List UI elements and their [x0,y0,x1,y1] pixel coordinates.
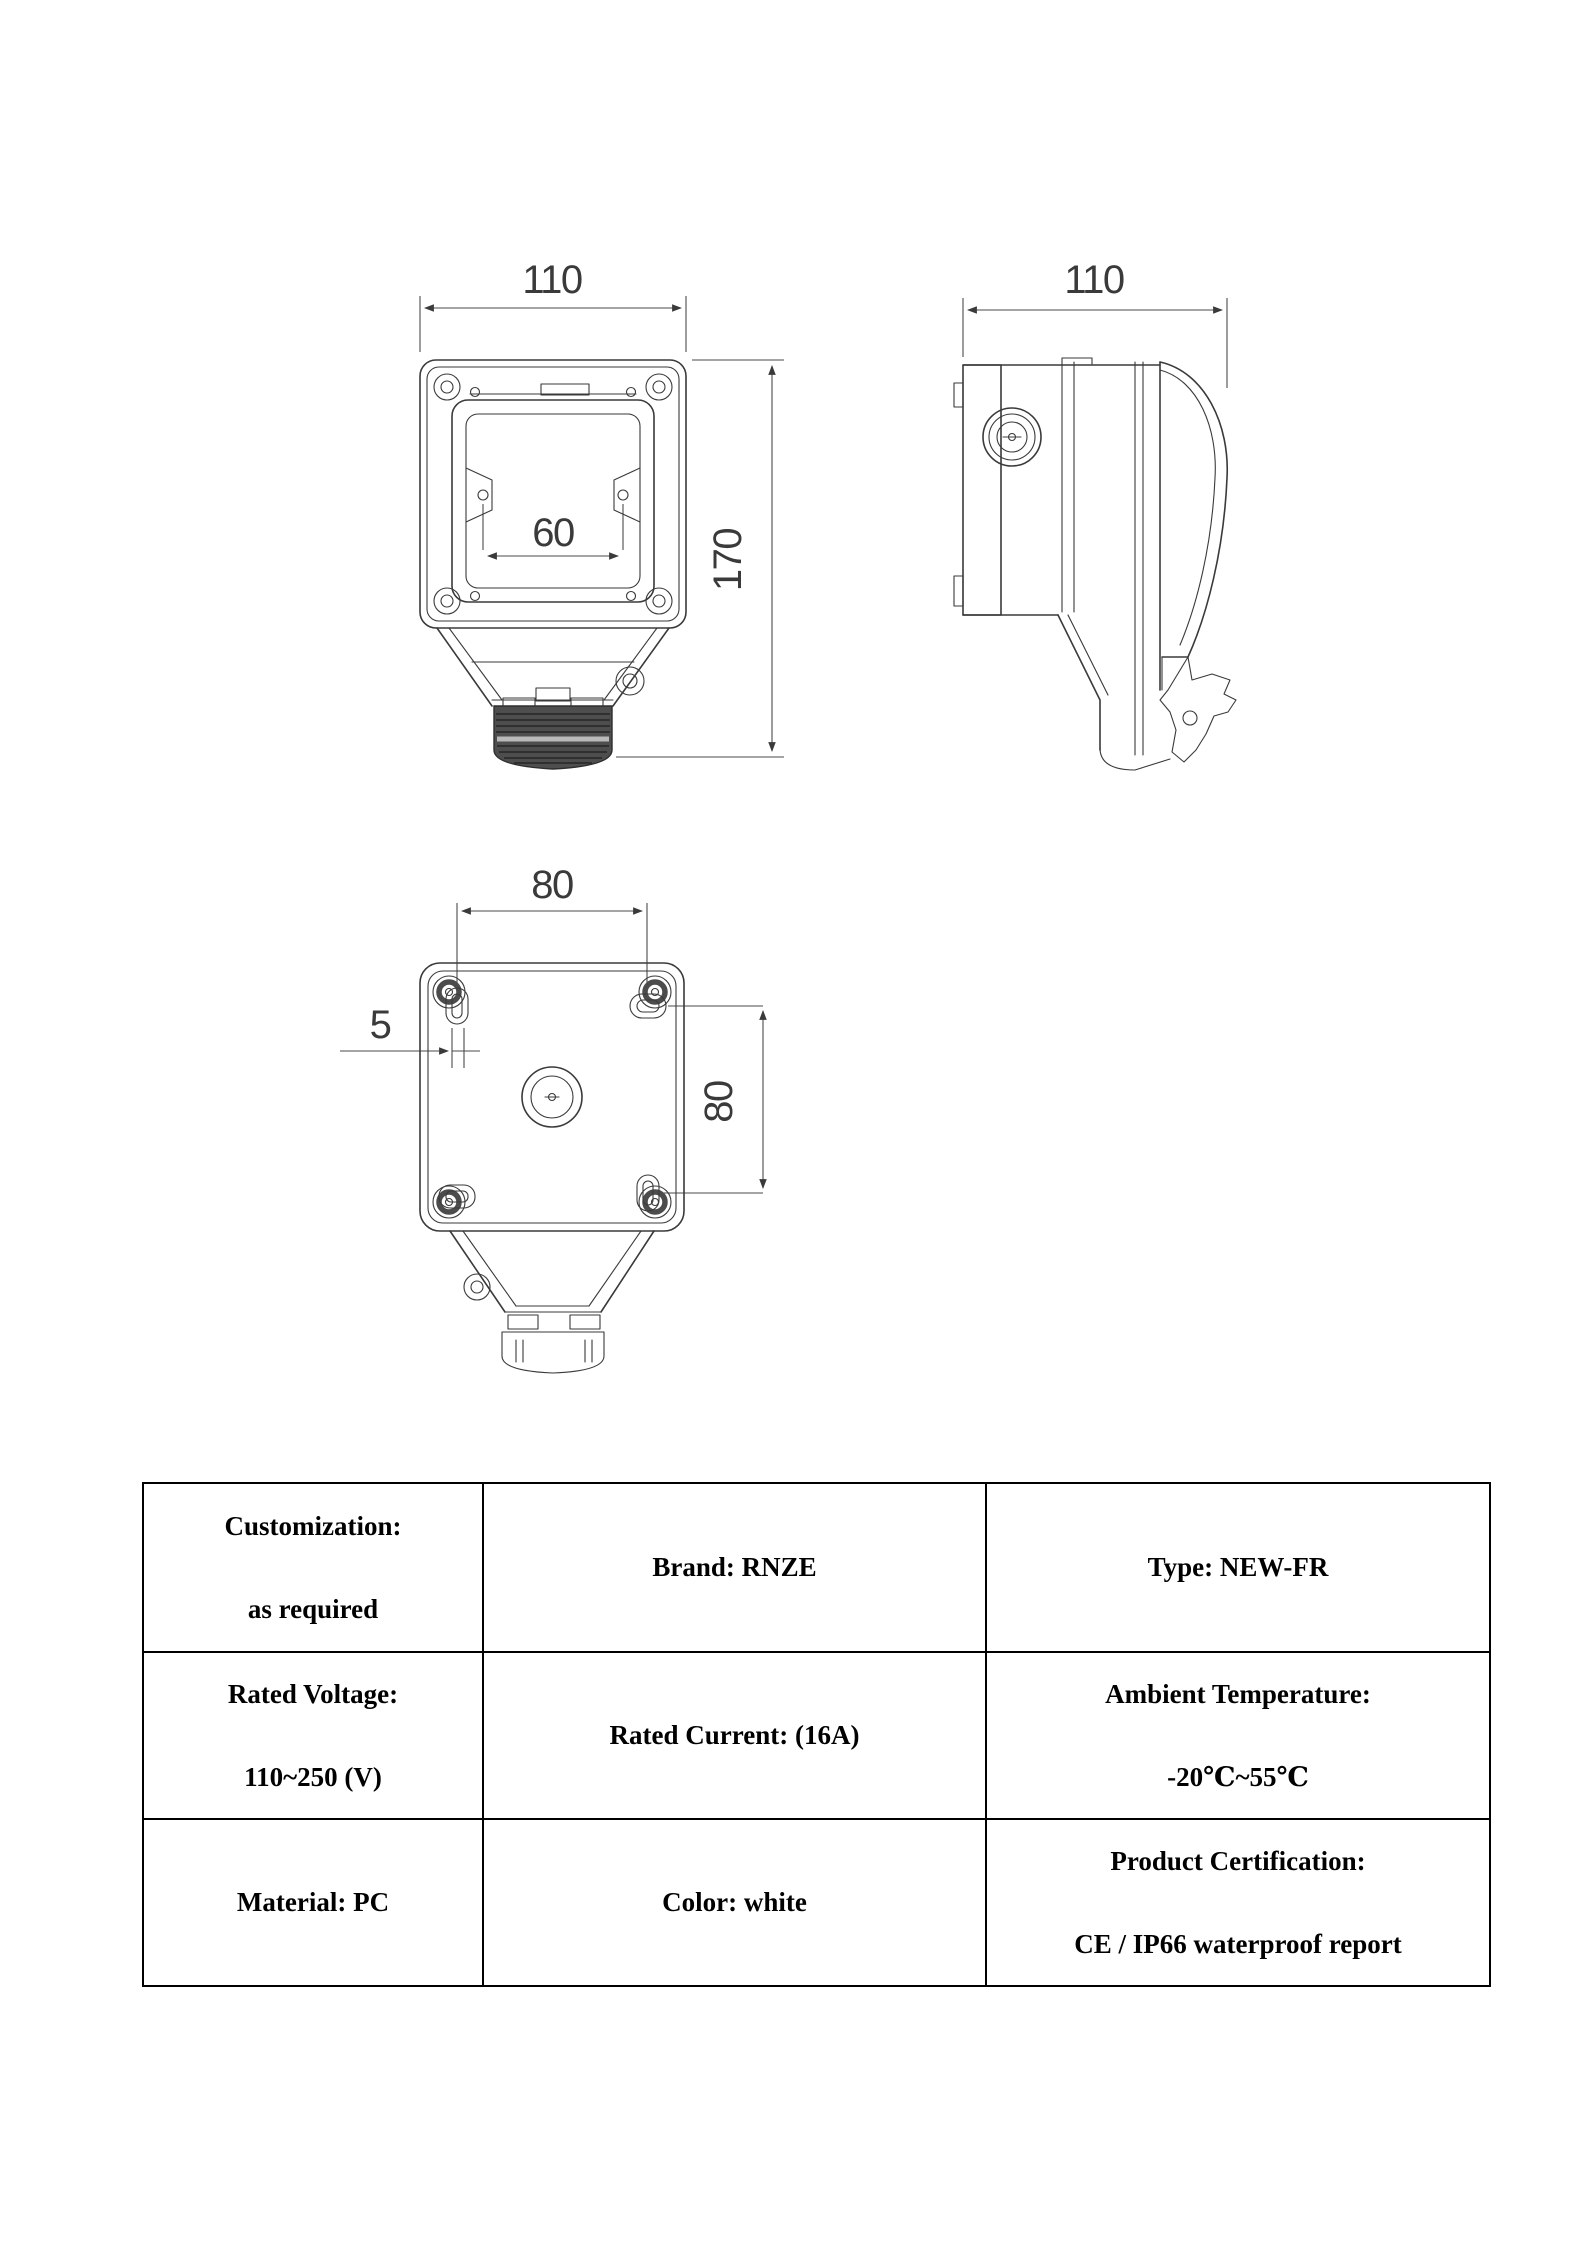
side-depth-dimension [963,258,1227,388]
cell-text: Customization: [224,1510,402,1541]
cell-color [483,1819,986,1986]
front-height-dimension [616,360,784,757]
cell-text: Ambient Temperature: [1105,1678,1371,1709]
back-funnel [450,1231,654,1373]
side-view [954,258,1236,770]
front-width-label: 110 [522,258,582,302]
cell-rated-voltage [143,1652,483,1819]
mounting-slots [439,988,666,1211]
side-depth-label: 110 [1064,258,1124,302]
cell-text: CE / IP66 waterproof report [1074,1928,1402,1959]
back-pitch-x-label: 80 [531,863,573,907]
back-plate-outline [420,963,684,1373]
back-offset-dimension [340,1003,480,1068]
corner-screws [434,374,672,614]
mounting-plate [963,365,1001,615]
back-hinge-ear [464,1274,490,1300]
spec-table [142,1482,1491,1987]
cell-type [986,1483,1490,1652]
table-row [143,1483,1490,1652]
front-width-dimension [420,258,686,352]
cell-customization [143,1483,483,1652]
cell-text: Product Certification: [1110,1845,1366,1876]
side-knockout [983,408,1041,466]
cell-text: Type: NEW-FR [1147,1552,1329,1582]
cell-text: Brand: RNZE [652,1552,817,1582]
front-height-label: 170 [706,528,750,592]
back-pitch-y-label: 80 [697,1081,741,1123]
center-knockout [522,1067,582,1127]
back-offset-label: 5 [369,1003,391,1047]
latch-clip [1160,657,1236,762]
front-inner-dimension [483,504,623,556]
front-inner-label: 60 [532,511,574,555]
cell-text: Rated Voltage: [227,1678,399,1709]
cell-text: Color: white [662,1887,807,1917]
cell-text: 110~250 (V) [244,1761,382,1792]
lid-dome [1160,362,1227,657]
front-enclosure-outline [420,360,686,769]
lid-latch-notch [541,384,589,395]
front-funnel [437,628,669,707]
cell-text: Material: PC [236,1887,390,1917]
table-row [143,1819,1490,1986]
front-view [420,258,784,769]
back-view [340,863,763,1373]
cell-ambient-temperature [986,1652,1490,1819]
cell-text: -20℃~55℃ [1167,1761,1309,1792]
cell-brand [483,1483,986,1652]
cell-product-certification [986,1819,1490,1986]
cell-material [143,1819,483,1986]
cell-text: as required [247,1593,379,1624]
cable-gland-cap [494,706,612,769]
table-row [143,1652,1490,1819]
side-enclosure-outline [954,358,1236,770]
cell-rated-current [483,1652,986,1819]
cell-text: Rated Current: (16A) [609,1720,860,1750]
